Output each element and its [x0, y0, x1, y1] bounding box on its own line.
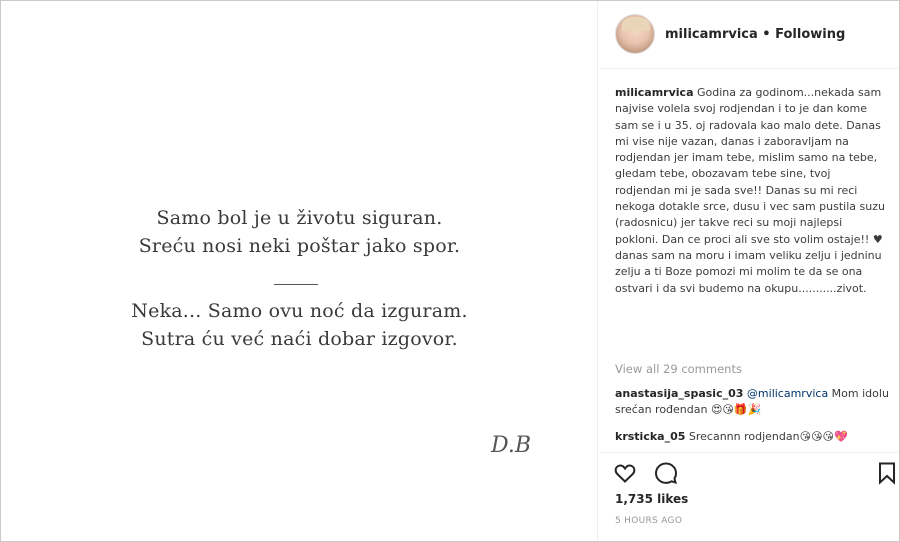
comment-text: Mom idolu srećan rođendan 😍😘🎁🎉 — [615, 387, 889, 416]
header-username[interactable]: milicamrvica — [665, 27, 758, 42]
poem-stanza-1 — [1, 204, 598, 260]
caption-username[interactable]: milicamrvica — [615, 86, 694, 99]
poem-line: Sutra ću već naći dobar izgovor. — [141, 328, 458, 350]
caption — [615, 85, 885, 297]
caption-text: Godina za godinom...nekada sam najvise volela svoj rodjendan i to je dan kome sam se i u 35. oj radovala kao malo dete. Danas mi vise nije vazan, danas i zaboravljam na rodjendan jer imam tebe, mislim samo na tebe, gledam tebe, obozavam tebe sine, tvoj rodjendan mi je sada sve!! Danas su mi reci nekoga dotakle srce, dusu i vec sam pustila suzu (radosnicu) jer takve reci su moji najlepsi pokloni. Dan ce proci ali sve sto volim ostaje!! ♥ danas sam na moru i imam veliku zelju i jedninu zelju a ti Boze pomozi mi molim te da se ona ostvari i da svi budemo na okupu...........zivot. — [615, 86, 885, 295]
poem-line: Neka... Samo ovu noć da izguram. — [131, 300, 468, 322]
post-header — [599, 1, 899, 69]
comment-username[interactable]: krsticka_05 — [615, 430, 686, 443]
header-separator: • — [757, 27, 776, 42]
avatar[interactable] — [615, 14, 655, 54]
comment-mention[interactable]: @milicamrvica — [746, 387, 829, 400]
speech-bubble-icon[interactable] — [654, 461, 678, 485]
comment-username[interactable]: anastasija_spasic_03 — [615, 387, 744, 400]
poem-line: Samo bol je u životu siguran. — [156, 207, 443, 229]
post-time: 5 HOURS AGO — [615, 516, 683, 526]
comment — [615, 429, 890, 445]
likes-count[interactable]: 1,735 likes — [615, 492, 689, 506]
bookmark-icon[interactable] — [875, 461, 899, 485]
view-all-comments-link[interactable]: View all 29 comments — [615, 362, 742, 376]
post-sidebar — [599, 1, 899, 541]
post-image[interactable] — [1, 1, 598, 541]
comment-text: Srecannn rodjendan😘😘😘💖 — [685, 430, 848, 443]
heart-outline-icon[interactable] — [613, 461, 637, 485]
poem-line: Sreću nosi neki poštar jako spor. — [138, 235, 461, 257]
signature: D.B — [491, 433, 532, 458]
action-bar — [599, 452, 899, 490]
comment — [615, 386, 890, 418]
poem-divider — [274, 284, 318, 285]
header-text — [665, 27, 845, 42]
poem-stanza-2 — [1, 297, 598, 353]
follow-button[interactable]: Following — [775, 27, 846, 42]
